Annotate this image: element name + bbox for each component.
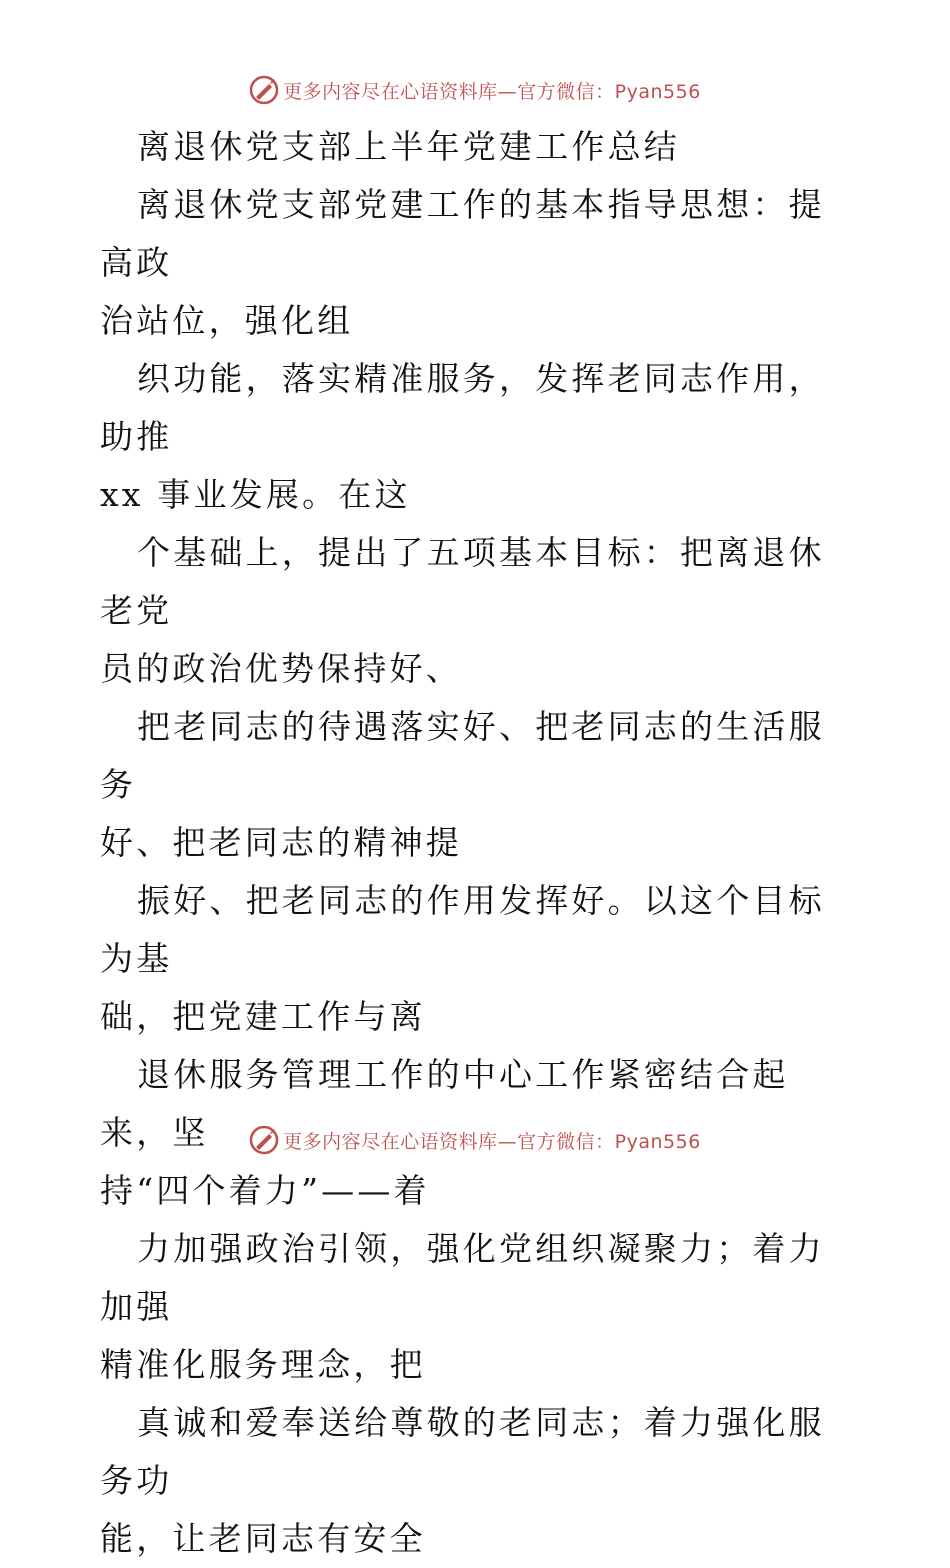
- quill-pen-logo-icon: [249, 1125, 279, 1155]
- paragraph-line-continued: 持“四个着力”——着: [100, 1171, 430, 1210]
- header-watermark: [0, 70, 950, 110]
- paragraph-line: 真诚和爱奉送给尊敬的老同志；着力强化服务功: [100, 1403, 825, 1500]
- paragraph-line-continued: 精准化服务理念，把: [100, 1345, 426, 1384]
- paragraph-line: 退休服务管理工作的中心工作紧密结合起来，坚: [100, 1055, 789, 1152]
- document-title: 离退休党支部上半年党建工作总结: [137, 127, 680, 166]
- paragraph-line-continued: 好、把老同志的精神提: [100, 823, 462, 862]
- watermark-text: 更多内容尽在心语资料库—官方微信：Pyan556: [283, 80, 701, 103]
- paragraph-line: 离退休党支部党建工作的基本指导思想：提高政: [100, 185, 825, 282]
- paragraph-line: 个基础上，提出了五项基本目标：把离退休老党: [100, 533, 825, 630]
- quill-pen-logo-icon: [249, 75, 279, 105]
- paragraph-line: 振好、把老同志的作用发挥好。以这个目标为基: [100, 881, 825, 978]
- paragraph-line: 把老同志的待遇落实好、把老同志的生活服务: [100, 707, 825, 804]
- paragraph-line: 织功能，落实精准服务，发挥老同志作用，助推: [100, 359, 825, 456]
- document-body: [100, 118, 860, 1568]
- paragraph-line-continued: 员的政治优势保持好、: [100, 649, 462, 688]
- paragraph-line-continued: 础，把党建工作与离: [100, 997, 426, 1036]
- paragraph-line-continued: xx 事业发展。在这: [100, 475, 411, 514]
- paragraph-line-continued: 治站位，强化组: [100, 301, 354, 340]
- paragraph-line: 力加强政治引领，强化党组织凝聚力；着力加强: [100, 1229, 825, 1326]
- watermark-text: 更多内容尽在心语资料库—官方微信：Pyan556: [283, 1130, 701, 1153]
- paragraph-line-continued: 能，让老同志有安全: [100, 1519, 426, 1558]
- footer-watermark: [0, 1120, 950, 1160]
- document-paragraphs: [100, 176, 860, 1568]
